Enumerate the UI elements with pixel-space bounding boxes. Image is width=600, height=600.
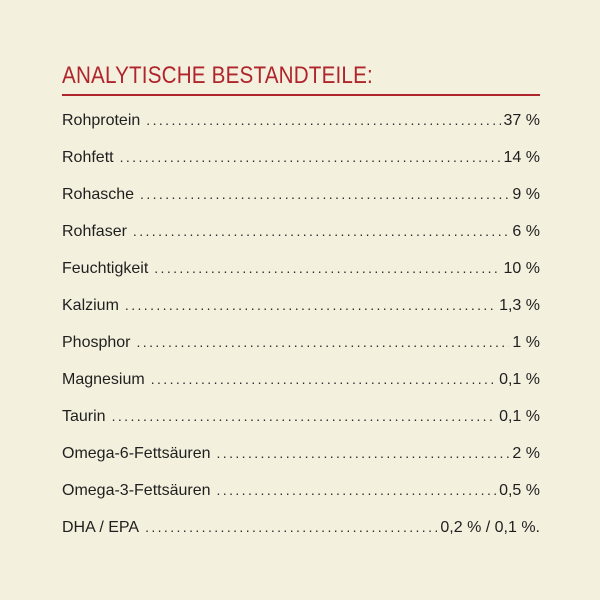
constituent-row (62, 297, 540, 334)
constituent-label: DHA / EPA (62, 519, 140, 536)
constituent-label: Omega-3-Fettsäuren (62, 482, 211, 499)
constituent-label: Taurin (62, 408, 106, 425)
constituent-label: Omega-6-Fettsäuren (62, 445, 211, 462)
constituent-label: Feuchtigkeit (62, 260, 149, 277)
constituent-value: 0,2 % / 0,1 %. (440, 519, 540, 536)
dot-leader (140, 186, 509, 202)
dot-leader (217, 482, 497, 498)
constituent-value: 0,5 % (499, 482, 540, 499)
constituent-value: 14 % (503, 149, 540, 166)
constituent-label: Rohfaser (62, 223, 127, 240)
dot-leader (120, 149, 501, 165)
dot-leader (137, 334, 510, 350)
constituent-row (62, 334, 540, 371)
constituent-row (62, 519, 540, 549)
constituent-row (62, 482, 540, 519)
constituent-value: 0,1 % (499, 408, 540, 425)
constituent-value: 10 % (503, 260, 540, 277)
dot-leader (154, 260, 500, 276)
constituent-value: 0,1 % (499, 371, 540, 388)
constituent-label: Kalzium (62, 297, 119, 314)
constituent-row (62, 186, 540, 223)
constituent-value: 1 % (512, 334, 540, 351)
dot-leader (145, 519, 437, 535)
constituent-row (62, 112, 540, 149)
dot-leader (146, 112, 500, 128)
constituents-list (62, 112, 540, 549)
constituent-row (62, 445, 540, 482)
dot-leader (112, 408, 497, 424)
constituent-value: 37 % (503, 112, 540, 129)
constituent-label: Magnesium (62, 371, 145, 388)
constituent-value: 9 % (512, 186, 540, 203)
constituent-row (62, 223, 540, 260)
section-heading: ANALYTISCHE BESTANDTEILE: (62, 62, 373, 89)
constituent-row (62, 371, 540, 408)
analysis-panel (62, 58, 540, 549)
constituent-value: 2 % (512, 445, 540, 462)
constituent-value: 6 % (512, 223, 540, 240)
dot-leader (133, 223, 510, 239)
constituent-row (62, 149, 540, 186)
dot-leader (217, 445, 510, 461)
dot-leader (151, 371, 496, 387)
constituent-value: 1,3 % (499, 297, 540, 314)
heading-underline (62, 94, 540, 96)
constituent-row (62, 408, 540, 445)
dot-leader (125, 297, 496, 313)
constituent-label: Rohasche (62, 186, 135, 203)
constituent-label: Phosphor (62, 334, 131, 351)
constituent-label: Rohprotein (62, 112, 141, 129)
constituent-label: Rohfett (62, 149, 114, 166)
constituent-row (62, 260, 540, 297)
